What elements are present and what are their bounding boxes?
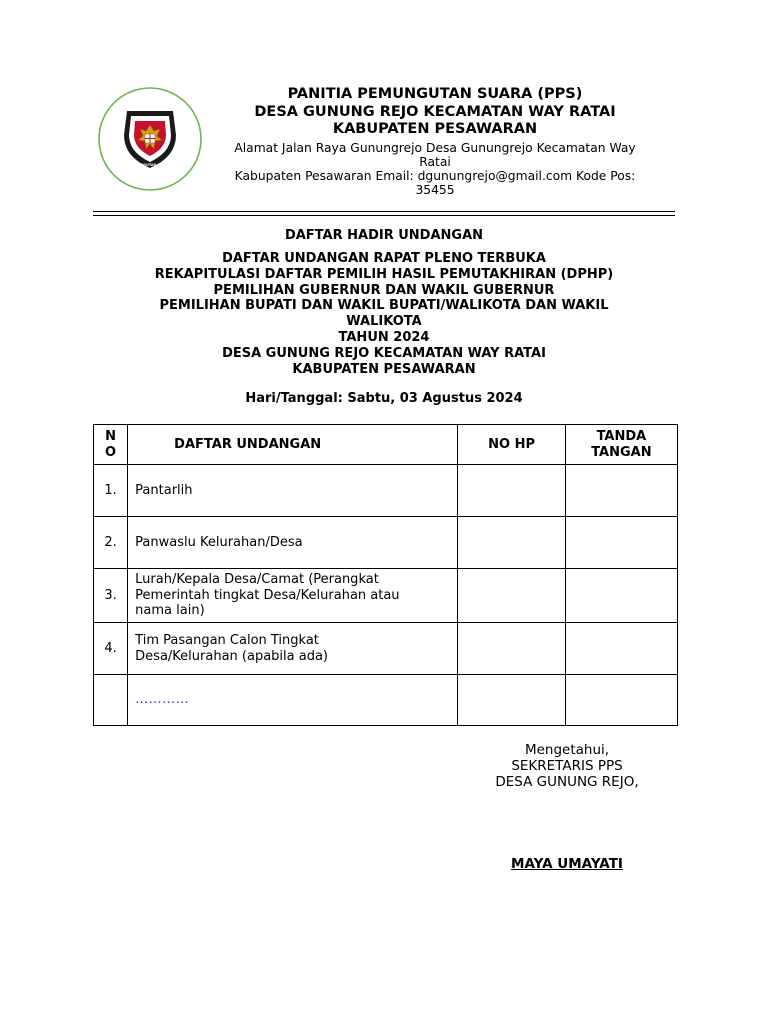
row-invitee	[128, 623, 458, 675]
row-signature-cell	[565, 517, 677, 569]
document-title: DAFTAR HADIR UNDANGAN	[284, 228, 484, 243]
header-invitees: DAFTAR UNDANGAN	[128, 425, 458, 465]
attendance-table	[93, 424, 678, 726]
signature-block	[470, 742, 664, 790]
address-line3: Kabupaten Pesawaran Email: dgunungrejo@gmail.com Kode Pos:	[234, 169, 636, 184]
signature-acknowledged: Mengetahui,	[524, 742, 610, 758]
subtitle-line: PEMILIHAN GUBERNUR DAN WAKIL GUBERNUR	[213, 282, 555, 298]
signature-position: SEKRETARIS PPS	[511, 758, 623, 774]
invitee-line: Panwaslu Kelurahan/Desa	[135, 534, 303, 550]
row-number: 1.	[94, 465, 128, 517]
invitee-line: Pantarlih	[135, 482, 193, 498]
invitee-line: Desa/Kelurahan (apabila ada)	[135, 648, 329, 664]
row-number: 3.	[94, 569, 128, 623]
row-phone-cell	[458, 517, 566, 569]
org-name-line2: DESA GUNUNG REJO KECAMATAN WAY RATAI	[254, 103, 616, 120]
table-row	[94, 569, 678, 623]
letterhead-text	[212, 86, 658, 198]
row-phone-cell	[458, 623, 566, 675]
org-name-line3: KABUPATEN PESAWARAN	[332, 121, 538, 137]
header-signature	[565, 425, 677, 465]
address-line1: Alamat Jalan Raya Gunungrejo Desa Gunungrejo Kecamatan Way	[234, 140, 636, 155]
row-number: 2.	[94, 517, 128, 569]
table-row	[94, 675, 678, 726]
subtitle-line: DESA GUNUNG REJO KECAMATAN WAY RATAI	[222, 345, 546, 361]
signature-village: DESA GUNUNG REJO,	[495, 774, 639, 790]
subtitle-line: DAFTAR UNDANGAN RAPAT PLENO TERBUKA	[222, 251, 546, 266]
signatory-name: MAYA UMAYATI	[511, 856, 623, 872]
row-phone-cell	[458, 465, 566, 517]
garuda-emblem-icon	[98, 87, 202, 191]
table-header-row	[94, 425, 678, 465]
header-signature-line1: TANDA	[596, 428, 647, 444]
table-row	[94, 465, 678, 517]
row-signature-cell	[565, 675, 677, 726]
row-phone-cell	[458, 675, 566, 726]
header-no	[94, 425, 128, 465]
invitee-line: Lurah/Kepala Desa/Camat (Perangkat	[135, 571, 379, 587]
org-name-line1: PANITIA PEMUNGUTAN SUARA (PPS)	[287, 86, 583, 102]
invitee-line: nama lain)	[135, 603, 205, 619]
header-phone: NO HP	[458, 425, 566, 465]
row-number	[94, 675, 128, 726]
invitee-line: Pemerintah tingkat Desa/Kelurahan atau	[135, 587, 400, 603]
letterhead-rule-thin	[93, 215, 675, 216]
header-signature-line2: TANGAN	[591, 444, 652, 460]
table-row	[94, 517, 678, 569]
logo-text-top: PANITIA	[136, 115, 164, 123]
row-phone-cell	[458, 569, 566, 623]
row-signature-cell	[565, 623, 677, 675]
invitee-line: Tim Pasangan Calon Tingkat	[135, 632, 319, 648]
row-signature-cell	[565, 465, 677, 517]
subtitle-line: WALIKOTA	[346, 314, 422, 330]
document-subtitle	[93, 251, 675, 377]
row-invitee	[128, 569, 458, 623]
address-line2: Ratai	[419, 154, 451, 169]
subtitle-line: TAHUN 2024	[338, 329, 430, 345]
subtitle-line: KABUPATEN PESAWARAN	[292, 361, 476, 377]
address-line4: 35455	[415, 183, 455, 198]
row-number: 4.	[94, 623, 128, 675]
letterhead-rule-thick	[93, 211, 675, 212]
header-no-line1: N	[105, 428, 117, 444]
row-invitee	[128, 465, 458, 517]
row-invitee	[128, 517, 458, 569]
invitee-placeholder-dots: …………	[135, 692, 190, 708]
pps-logo	[98, 87, 202, 191]
meeting-date: Hari/Tanggal: Sabtu, 03 Agustus 2024	[245, 391, 523, 406]
subtitle-line: PEMILIHAN BUPATI DAN WAKIL BUPATI/WALIKOTA DAN WAKIL	[159, 298, 609, 314]
row-invitee	[128, 675, 458, 726]
header-no-line2: O	[105, 444, 117, 460]
subtitle-line: REKAPITULASI DAFTAR PEMILIH HASIL PEMUTAKHIRAN (DPHP)	[154, 266, 614, 282]
logo-text-bottom: PEMUNGUTAN SUARA	[129, 163, 171, 167]
table-row	[94, 623, 678, 675]
row-signature-cell	[565, 569, 677, 623]
